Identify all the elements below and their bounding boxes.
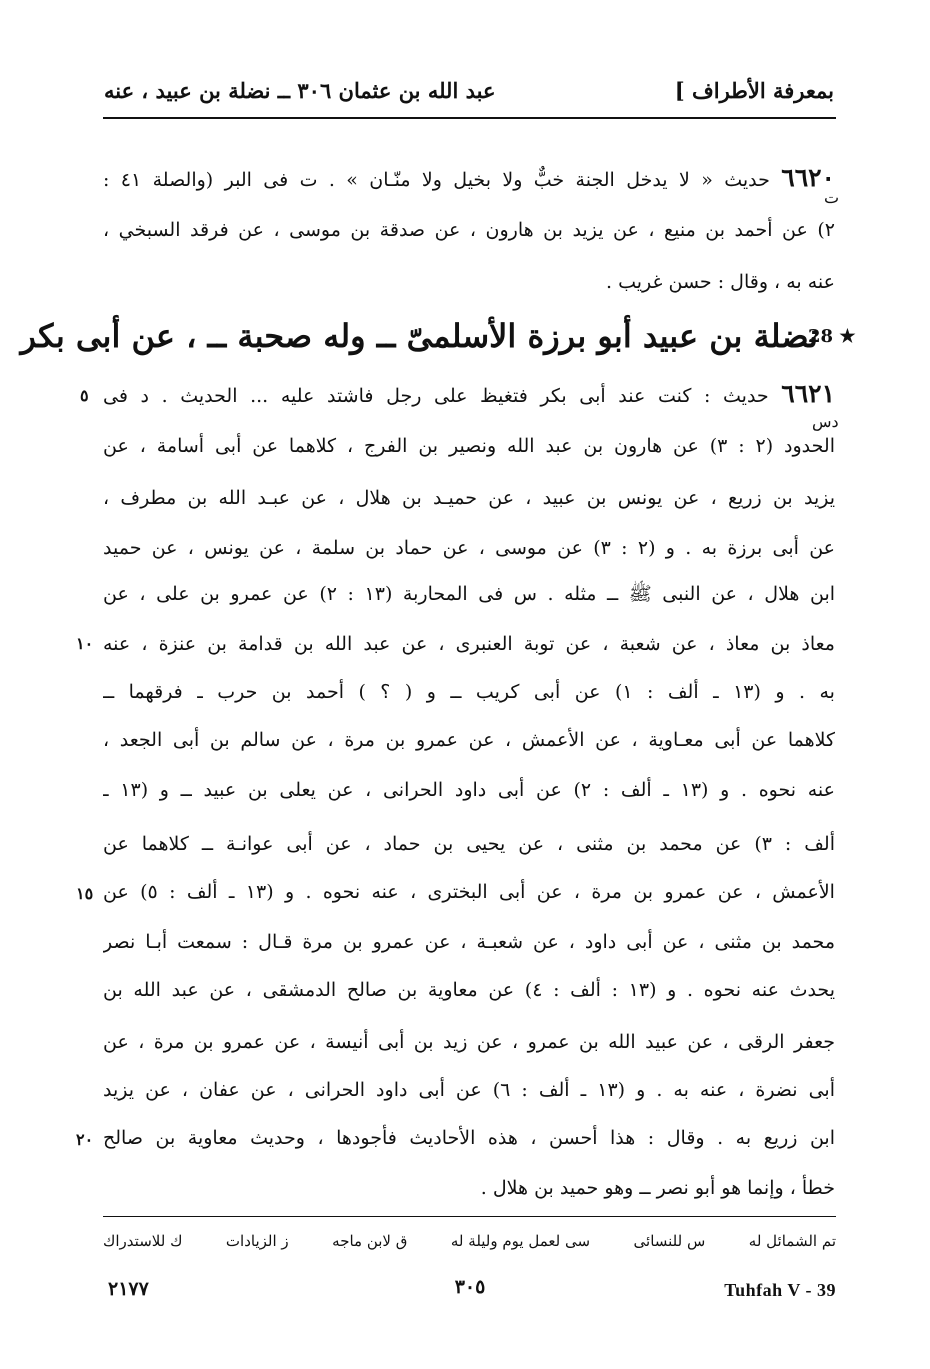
running-header-right: بمعرفة الأطراف ] (674, 78, 834, 103)
line-number-20: ٢٠ (76, 1130, 94, 1149)
text-line (103, 160, 835, 200)
legend-item: ك للاستدراك (103, 1232, 183, 1250)
line-number-15: ١٥ (76, 884, 94, 903)
header-divider (103, 117, 836, 119)
margin-siglum: ت (824, 188, 840, 207)
page-number: ٣٠٥ (454, 1276, 486, 1298)
text-line: ابن زريع به . وقال : هذا أحسن ، هذه الأحاديث فأجودها ، وحديث معاوية بن صالح (103, 1127, 835, 1149)
text-line: ٢) عن أحمد بن منيع ، عن يزيد بن هارون ، عن صدقة بن موسى ، عن فرقد السبخي ، (103, 219, 835, 241)
text-line: عنه نحوه . و (١٣ ـ ألف : ٢) عن أبى داود الحرانى ، عن يعلى بن عبيد ــ و (١٣ ـ (103, 779, 835, 801)
hadith-number: ٦٦٢٠ (781, 163, 835, 192)
text-line: يزيد بن زريع ، عن يونس بن عبيد ، عن حميـد بن هلال ، عن عبـد الله بن مطرف ، (103, 487, 835, 509)
footer-left-number: ٢١٧٧ (108, 1278, 149, 1300)
text-line: يحدث عنه نحوه . و (١٣ : ألف : ٤) عن معاوية بن صالح الدمشقى ، عن عبد الله بن (103, 979, 835, 1001)
sigla-legend (103, 1226, 836, 1258)
text-line: عنه به ، وقال : حسن غريب . (606, 271, 835, 293)
legend-item: تم الشمائل له (748, 1232, 836, 1250)
margin-siglum: دس (812, 412, 839, 431)
hadith-number: ٦٦٢١ (781, 379, 835, 408)
legend-item: سى لعمل يوم وليلة له (450, 1232, 591, 1250)
text-line: ابن هلال ، عن النبى ﷺ ــ مثله . س فى المحاربة (١٣ : ٢) عن عمرو بن على ، عن (103, 583, 835, 605)
running-header-left: عبد الله بن عثمان ٣٠٦ ــ نضلة بن عبيد ، عنه (104, 78, 496, 103)
text-line: الحدود (٢ : ٣) عن هارون بن عبد الله ونصير بن الفرج ، كلاهما عن أبى أسامة ، عن (103, 435, 835, 457)
section-marker: 28 ★ (808, 326, 856, 347)
hadith-text: حديث « لا يدخل الجنة خبٌّ ولا بخيل ولا منّـان » . ت فى البر (والصلة ٤١ : (103, 169, 770, 191)
text-line: عن أبى برزة به . و (٢ : ٣) عن موسى ، عن حماد بن سلمة ، عن يونس ، عن حميد (103, 537, 835, 559)
line-number-5: ٥ (80, 386, 89, 405)
text-line: محمد بن مثنى ، عن أبى داود ، عن شعبـة ، عن عمرو بن مرة قـال : سمعت أبـا نصر (103, 931, 835, 953)
text-line (103, 376, 835, 416)
hadith-text: حديث : كنت عند أبى بكر فتغيظ على رجل فاشتد عليه ... الحديث . د فى (103, 385, 769, 407)
text-line: كلاهما عن أبى معـاوية ، عن الأعمش ، عن عمرو بن مرة ، عن سالم بن أبى الجعد ، (103, 729, 835, 751)
text-line: معاذ بن معاذ ، عن شعبة ، عن توبة العنبرى ، عن عبد الله بن قدامة بن عنزة ، عنه (103, 633, 835, 655)
legend-item: ز الزيادات (225, 1232, 289, 1250)
line-number-10: ١٠ (76, 634, 94, 653)
text-line: أبى نضرة ، عنه به . و (١٣ ـ ألف : ٦) عن أبى داود الحرانى ، عن عفان ، عن يزيد (103, 1079, 835, 1101)
text-line: جعفر الرقى ، عن عبيد الله بن عمرو ، عن زيد بن أبى أنيسة ، عن عمرو بن مرة ، عن (103, 1031, 835, 1053)
text-line: خطأ ، وإنما هو أبو نصر ــ وهو حميد بن هلال . (480, 1177, 835, 1199)
legend-item: س للنسائى (633, 1232, 706, 1250)
text-line: ألف : ٣) عن محمد بن مثنى ، عن يحيى بن حماد ، عن أبى عوانـة ــ كلاهما عن (103, 833, 835, 855)
text-line: الأعمش ، عن عمرو بن مرة ، عن أبى البخترى ، عنه نحوه . و (١٣ ـ ألف : ٥) عن (103, 881, 835, 903)
footnote-divider (103, 1216, 836, 1217)
volume-reference: Tuhfah V - 39 (724, 1280, 836, 1300)
text-line: به . و (١٣ ـ ألف : ١) عن أبى كريب ــ و ( ؟ ) أحمد بن حرب ـ فرقهما ــ (103, 681, 835, 703)
section-title: نضلة بن عبيد أبو برزة الأسلمىّ ــ وله صحبة ــ ، عن أبى بكر (20, 317, 818, 355)
legend-item: ق لابن ماجه (332, 1232, 408, 1250)
